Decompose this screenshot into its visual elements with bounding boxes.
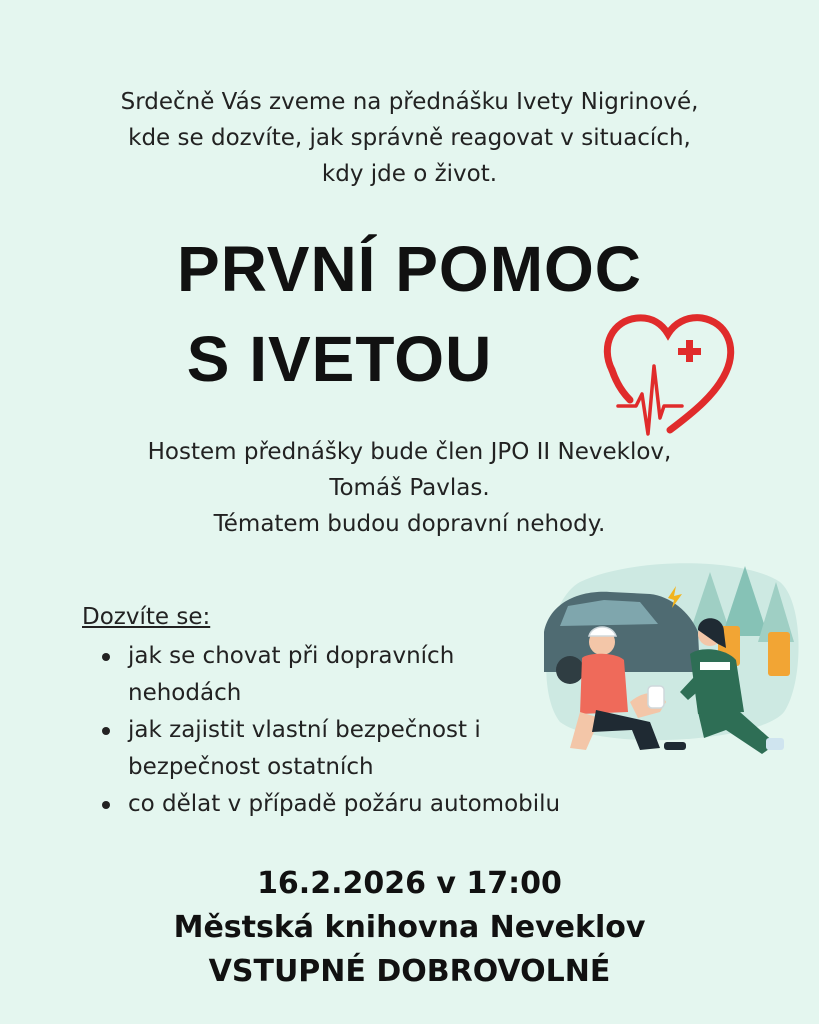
guest-text <box>0 434 819 542</box>
heart-pulse-icon <box>598 310 738 438</box>
event-details <box>0 862 819 994</box>
list-item-line: nehodách <box>128 680 242 706</box>
event-datetime: 16.2.2026 v 17:00 <box>257 866 562 901</box>
list-item-line: jak se chovat při dopravních <box>128 643 455 669</box>
event-admission: VSTUPNÉ DOBROVOLNÉ <box>208 954 611 989</box>
guest-line-1: Hostem přednášky bude člen JPO II Neveklov, <box>147 439 672 465</box>
list-item <box>98 712 538 786</box>
intro-text <box>0 84 819 192</box>
learn-list <box>98 638 561 823</box>
first-aid-illustration <box>540 562 802 762</box>
title-line-1: PRVNÍ POMOC <box>177 233 642 305</box>
list-item-line: jak zajistit vlastní bezpečnost i <box>128 717 481 743</box>
intro-line-3: kdy jde o život. <box>321 161 498 187</box>
list-item <box>98 638 538 712</box>
intro-line-1: Srdečně Vás zveme na přednášku Ivety Nigrinové, <box>120 89 699 115</box>
event-venue: Městská knihovna Neveklov <box>173 910 646 945</box>
learn-heading: Dozvíte se: <box>82 604 211 630</box>
intro-line-2: kde se dozvíte, jak správně reagovat v situacích, <box>128 125 691 151</box>
list-item-line: co dělat v případě požáru automobilu <box>128 791 561 817</box>
guest-line-2: Tomáš Pavlas. <box>329 475 490 501</box>
list-item-line: bezpečnost ostatních <box>128 754 374 780</box>
guest-line-3: Tématem budou dopravní nehody. <box>213 511 606 537</box>
title-line-2: S IVETOU <box>186 323 493 395</box>
list-item <box>98 786 561 823</box>
